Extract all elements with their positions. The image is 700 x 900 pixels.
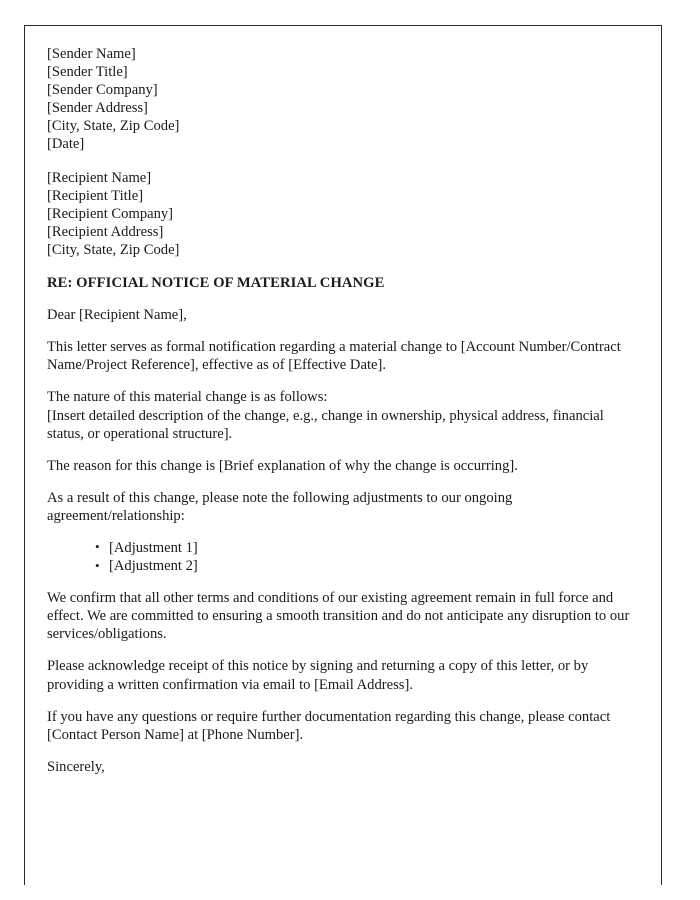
recipient-address-block [47, 169, 637, 259]
letter-date: [Date] [47, 136, 85, 153]
sender-company: [Sender Company] [47, 82, 158, 99]
list-item: • [Adjustment 2] [95, 557, 637, 575]
letter-content [47, 45, 637, 776]
spacer-1 [47, 374, 637, 388]
spacer-after-salutation [47, 324, 637, 338]
body-paragraph-reason: The reason for this change is [Brief explanation of why the change is occurring]. [47, 457, 518, 474]
closing-line: Sincerely, [47, 758, 105, 775]
body-paragraph-nature-intro: The nature of this material change is as follows: [47, 389, 328, 406]
body-paragraph-terms-confirmation: We confirm that all other terms and conditions of our existing agreement remain in full force and effect. We are committed to ensuring a smooth transition and do not anticipate any disruption to our services/obligations. [47, 590, 630, 643]
spacer-after-subject [47, 292, 637, 306]
sender-address: [Sender Address] [47, 100, 148, 117]
sender-city-state-zip: [City, State, Zip Code] [47, 118, 180, 135]
sender-title: [Sender Title] [47, 64, 128, 81]
recipient-address: [Recipient Address] [47, 223, 164, 240]
spacer-4 [47, 525, 637, 539]
spacer-2 [47, 443, 637, 457]
list-item: • [Adjustment 1] [95, 539, 637, 557]
recipient-name: [Recipient Name] [47, 169, 152, 186]
recipient-title: [Recipient Title] [47, 187, 144, 204]
body-paragraph-acknowledgement: Please acknowledge receipt of this notice by signing and returning a copy of this letter, or by providing a written confirmation via email to [Email Address]. [47, 658, 589, 693]
spacer-6 [47, 643, 637, 657]
spacer-5 [47, 575, 637, 589]
spacer-after-sender [47, 154, 637, 169]
letter-page [24, 25, 662, 885]
spacer-3 [47, 475, 637, 489]
sender-address-block [47, 45, 637, 154]
adjustments-list [47, 539, 637, 575]
body-paragraph-adjustments-intro: As a result of this change, please note the following adjustments to our ongoing agreement/relationship: [47, 489, 513, 524]
body-paragraph-nature-detail: [Insert detailed description of the change, e.g., change in ownership, physical address, financial status, or operational structure]. [47, 407, 604, 442]
spacer-8 [47, 744, 637, 758]
salutation: Dear [Recipient Name], [47, 307, 187, 324]
spacer-after-recipient [47, 259, 637, 274]
spacer-7 [47, 694, 637, 708]
subject-line: RE: OFFICIAL NOTICE OF MATERIAL CHANGE [47, 275, 385, 292]
recipient-city-state-zip: [City, State, Zip Code] [47, 241, 180, 258]
body-paragraph-contact: If you have any questions or require further documentation regarding this change, please contact [Contact Person Name] at [Phone Number]. [47, 708, 611, 743]
sender-name: [Sender Name] [47, 46, 136, 62]
recipient-company: [Recipient Company] [47, 205, 174, 222]
body-paragraph-notification: This letter serves as formal notification regarding a material change to [Account Number/Contract Name/Project Reference], effective as of [Effective Date]. [47, 339, 621, 374]
